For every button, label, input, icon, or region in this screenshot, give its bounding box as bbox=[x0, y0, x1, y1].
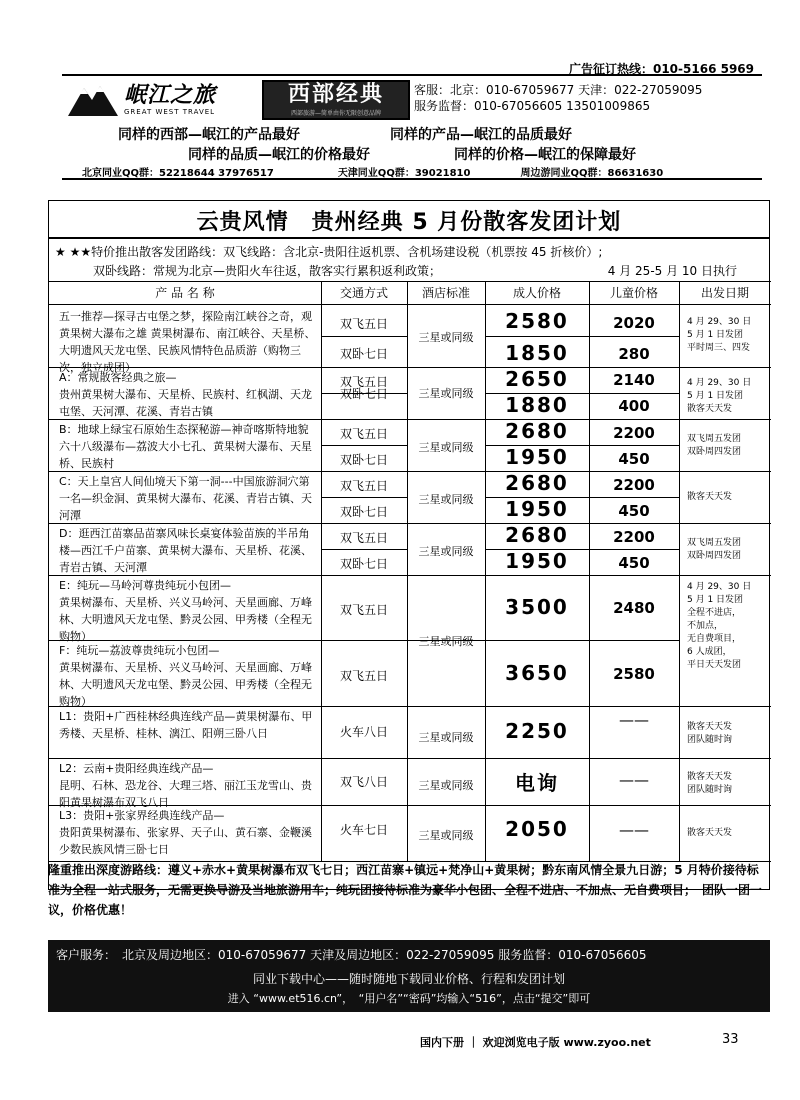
adult-price-da: 2680 bbox=[505, 523, 569, 547]
slogan-1: 同样的西部—岷江的产品最好 bbox=[118, 127, 300, 143]
header-child-price: 儿童价格 bbox=[589, 281, 679, 305]
transport-f: 双飞五日 bbox=[339, 669, 388, 683]
product-name-d: D：逛西江苗寨品苗寨风味长桌宴体验苗族的半吊角楼—西江千户苗寨、黄果树大瀑布、天星桥、花溪、青岩古镇、天河潭 bbox=[59, 527, 312, 574]
header-adult-price: 成人价格 bbox=[485, 281, 589, 305]
cell-divider bbox=[321, 336, 407, 337]
schedule-panel bbox=[48, 200, 770, 890]
product-name-b: B：地球上绿宝石原始生态探秘游—神奇喀斯特地貌 六十八级瀑布—荔波大小七孔、黄果树大瀑布、天星桥、民族村 bbox=[59, 423, 312, 470]
adult-price-db: 1950 bbox=[505, 549, 569, 573]
intro-line-1: ★ ★★特价推出散客发团路线：双飞线路：含北京-贵阳往返机票、含机场建设税（机票按 45 折核价）; bbox=[55, 245, 603, 259]
adult-price-aa: 2650 bbox=[505, 367, 569, 391]
hotel-l3: 三星或同级 bbox=[418, 829, 474, 842]
transport-e: 双飞五日 bbox=[339, 603, 388, 617]
intro-date: 4 月 25-5 月 10 日执行 bbox=[607, 264, 737, 278]
logo-name-cn: 岷江之旅 bbox=[124, 83, 217, 108]
qq-beijing: 北京同业QQ群：52218644 37976517 bbox=[82, 168, 274, 179]
adult-price-f: 3650 bbox=[505, 661, 569, 685]
child-price-l3: —— bbox=[619, 821, 649, 839]
cell-divider bbox=[321, 549, 407, 550]
transport-aa: 双飞五日 bbox=[339, 375, 388, 389]
transport-1b: 双卧七日 bbox=[339, 347, 388, 361]
hotel-1: 三星或同级 bbox=[418, 331, 474, 344]
adult-price-1b: 1850 bbox=[505, 341, 569, 365]
qq-groups bbox=[70, 164, 770, 179]
adult-price-ca: 2680 bbox=[505, 471, 569, 495]
child-price-e: 2480 bbox=[613, 599, 655, 617]
child-price-1b: 280 bbox=[618, 345, 650, 363]
mountain-logo-icon bbox=[66, 80, 120, 120]
ad-hotline: 广告征订热线：010-5166 5969 bbox=[568, 62, 754, 76]
slogan-3: 同样的品质—岷江的价格最好 bbox=[188, 147, 370, 163]
page-title: 云贵风情 贵州经典 5 月份散客发团计划 bbox=[196, 210, 622, 235]
brand-logo bbox=[262, 80, 410, 120]
departure-ef: 4 月 29、30 日 5 月 1 日发团 全程不进店， 不加点， 无自费项目， 6 人成团， 平日天天发团 bbox=[687, 582, 752, 670]
transport-db: 双卧七日 bbox=[339, 557, 388, 571]
transport-l3: 火车七日 bbox=[339, 823, 388, 837]
adult-price-e: 3500 bbox=[505, 595, 569, 619]
hotel-b: 三星或同级 bbox=[418, 441, 474, 454]
transport-1a: 双飞五日 bbox=[339, 317, 388, 331]
service-line-2: 同业下载中心——随时随地下载同业价格、行程和发团计划 bbox=[252, 972, 565, 986]
child-price-f: 2580 bbox=[613, 665, 655, 683]
cell-divider bbox=[485, 336, 679, 337]
top-rule bbox=[62, 74, 762, 76]
child-price-bb: 450 bbox=[618, 450, 650, 468]
departure-l2: 散客天天发 团队随时询 bbox=[687, 772, 733, 795]
adult-price-1a: 2580 bbox=[505, 309, 569, 333]
header-transport: 交通方式 bbox=[321, 281, 407, 305]
child-price-ab: 400 bbox=[618, 397, 650, 415]
product-name-e: E：纯玩—马岭河尊贵纯玩小包团— 黄果树瀑布、天星桥、兴义马岭河、天星画廊、万峰林、大明遗风天龙屯堡、黔灵公园、甲秀楼（全程无购物） bbox=[59, 579, 312, 643]
minjiang-logo bbox=[66, 80, 250, 120]
product-name-1: 五一推荐—探寻古屯堡之梦，探险南江峡谷之奇，观黄果树大瀑布之雄 黄果树瀑布、南江峡谷、天星桥、大明遗风天龙屯堡、民族风情特色品质游（购物三次，独立成团） bbox=[59, 310, 316, 374]
departure-l1: 散客天天发 团队随时询 bbox=[687, 722, 733, 745]
adult-price-bb: 1950 bbox=[505, 445, 569, 469]
service-bar bbox=[48, 940, 770, 1012]
departure-1: 4 月 29、30 日 5 月 1 日发团 平时周三、四发 bbox=[687, 317, 752, 353]
departure-c: 散客天天发 bbox=[687, 492, 733, 502]
transport-ca: 双飞五日 bbox=[339, 479, 388, 493]
qq-tianjin: 天津同业QQ群：39021810 bbox=[337, 168, 471, 179]
transport-l1: 火车八日 bbox=[339, 725, 388, 739]
product-name-a: A：常规散客经典之旅— 贵州黄果树大瀑布、天星桥、民族村、红枫湖、天龙屯堡、天河潭、花溪、青岩古镇 bbox=[59, 371, 312, 418]
adult-price-cb: 1950 bbox=[505, 497, 569, 521]
title-rule bbox=[49, 237, 769, 239]
hotel-d: 三星或同级 bbox=[418, 545, 474, 558]
child-price-da: 2200 bbox=[613, 528, 655, 546]
brand-subtitle: 西部旅游—简单由你无限创意品牌 bbox=[290, 110, 381, 117]
adult-price-l2: 电询 bbox=[515, 771, 559, 795]
transport-bb: 双卧七日 bbox=[339, 453, 388, 467]
slogan-4: 同样的价格—岷江的保障最好 bbox=[454, 147, 636, 163]
slogan-2: 同样的产品—岷江的品质最好 bbox=[390, 127, 572, 143]
adult-price-l3: 2050 bbox=[505, 817, 569, 841]
departure-b: 双飞周五发团 双卧周四发团 bbox=[687, 434, 742, 457]
child-price-l2: —— bbox=[619, 771, 649, 789]
product-name-c: C：天上皇宫人间仙境天下第一洞---中国旅游洞穴第一名—织金洞、黄果树大瀑布、花溪、青岩古镇、天河潭 bbox=[59, 475, 312, 522]
adult-price-ba: 2680 bbox=[505, 419, 569, 443]
child-price-db: 450 bbox=[618, 554, 650, 572]
hotel-c: 三星或同级 bbox=[418, 493, 474, 506]
row-divider bbox=[49, 758, 771, 759]
hotel-l1: 三星或同级 bbox=[418, 731, 474, 744]
adult-price-l1: 2250 bbox=[505, 719, 569, 743]
footnote: 隆重推出深度游路线：遵义+赤水+黄果树瀑布双飞七日；西江苗寨+镇远+梵净山+黄果树；黔东南风情全景九日游；5 月特价接待标准为全程一站式服务，无需更换导游及当地旅游用车；纯玩团接待标准为豪华小包团、全程不进店、不加点、无自费项目； 团队一团一议，价格优惠！ bbox=[48, 863, 763, 917]
child-price-aa: 2140 bbox=[613, 371, 655, 389]
service-line-3: 进入 “www.et516.cn”， “用户名”“密码”均输入“516”，点击“提交”即可 bbox=[227, 992, 591, 1005]
product-name-l1: L1：贵阳+广西桂林经典连线产品—黄果树瀑布、甲秀楼、天星桥、桂林、漓江、阳朔三卧八日 bbox=[59, 710, 313, 740]
page-number: 33 bbox=[722, 1032, 739, 1047]
transport-l2: 双飞八日 bbox=[339, 775, 388, 789]
child-price-l1: —— bbox=[619, 711, 649, 729]
hotel-l2: 三星或同级 bbox=[418, 779, 474, 792]
header-departure: 出发日期 bbox=[679, 281, 771, 305]
contact-block bbox=[414, 82, 702, 114]
child-price-ba: 2200 bbox=[613, 424, 655, 442]
cell-divider bbox=[321, 445, 407, 446]
child-price-ca: 2200 bbox=[613, 476, 655, 494]
child-price-1a: 2020 bbox=[613, 314, 655, 332]
col-divider bbox=[407, 281, 408, 861]
qq-nearby: 周边游同业QQ群：86631630 bbox=[520, 168, 664, 179]
brand-name: 西部经典 bbox=[287, 82, 384, 107]
hotel-ef: 三星或同级 bbox=[418, 635, 474, 648]
contact-line-1: 客服：北京：010-67059677 天津：022-27059095 bbox=[414, 83, 703, 97]
transport-ba: 双飞五日 bbox=[339, 427, 388, 441]
adult-price-ab: 1880 bbox=[505, 393, 569, 417]
product-name-f: F：纯玩—荔波尊贵纯玩小包团— 黄果树瀑布、天星桥、兴义马岭河、天星画廊、万峰林、大明遗风天龙屯堡、黔灵公园、甲秀楼（全程无购物） bbox=[59, 644, 312, 708]
schedule-table bbox=[49, 281, 771, 861]
cell-divider bbox=[321, 497, 407, 498]
hotel-a: 三星或同级 bbox=[418, 387, 474, 400]
departure-d: 双飞周五发团 双卧周四发团 bbox=[687, 538, 742, 561]
transport-da: 双飞五日 bbox=[339, 531, 388, 545]
departure-l3: 散客天天发 bbox=[687, 828, 733, 838]
transport-ab: 双卧七日 bbox=[339, 387, 388, 401]
service-line-1: 客户服务： 北京及周边地区：010-67059677 天津及周边地区：022-27059095 服务监督：010-67056605 bbox=[56, 948, 647, 962]
header-product: 产 品 名 称 bbox=[49, 281, 321, 305]
page-footer: 国内下册 ｜ 欢迎浏览电子版 www.zyoo.net bbox=[420, 1036, 651, 1049]
product-name-l2: L2：云南+贵阳经典连线产品— 昆明、石林、恐龙谷、大理三塔、丽江玉龙雪山、贵阳黄果树瀑布双飞八日 bbox=[59, 762, 312, 809]
contact-line-2: 服务监督：010-67056605 13501009865 bbox=[414, 99, 651, 113]
intro-line-2: 双卧线路：常规为北京—贵阳火车往返，散客实行累积返利政策； bbox=[93, 264, 442, 278]
header-hotel: 酒店标准 bbox=[407, 281, 485, 305]
qq-rule bbox=[62, 178, 762, 180]
child-price-cb: 450 bbox=[618, 502, 650, 520]
departure-a: 4 月 29、30 日 5 月 1 日发团 散客天天发 bbox=[687, 378, 752, 414]
product-name-l3: L3：贵阳+张家界经典连线产品— 贵阳黄果树瀑布、张家界、天子山、黄石寨、金鞭溪少数民族风情三卧七日 bbox=[59, 809, 312, 856]
transport-cb: 双卧七日 bbox=[339, 505, 388, 519]
logo-name-en: GREAT WEST TRAVEL bbox=[124, 108, 216, 116]
